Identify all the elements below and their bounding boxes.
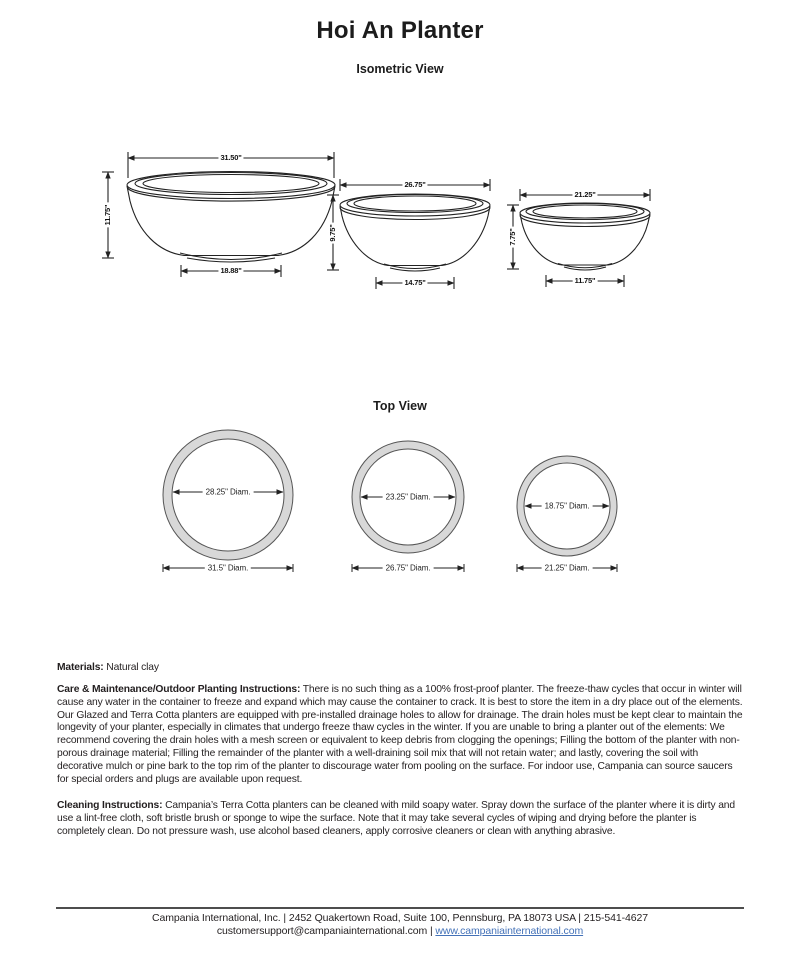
isometric-view-heading: Isometric View xyxy=(356,62,444,76)
dim-topview-small-outer: 21.25" Diam. xyxy=(542,564,593,573)
dim-medium-height: 9.75" xyxy=(328,224,337,242)
dim-large-height: 11.75" xyxy=(103,204,112,226)
planter-large-drawing xyxy=(102,152,335,277)
footer-company-line: Campania International, Inc. | 2452 Quakertown Road, Suite 100, Pennsburg, PA 18073 USA | 215-541-4627 xyxy=(152,912,648,924)
footer-separator: | xyxy=(429,925,433,937)
dim-topview-medium-outer: 26.75" Diam. xyxy=(383,564,434,573)
dim-topview-large-inner: 28.25" Diam. xyxy=(203,488,254,497)
top-view-ring-small xyxy=(517,456,617,572)
planter-medium-drawing xyxy=(327,179,490,289)
materials-value: Natural clay xyxy=(106,662,159,673)
dim-large-bottom-width: 18.88" xyxy=(220,266,242,275)
cleaning-instructions xyxy=(57,800,745,838)
dim-topview-large-outer: 31.5" Diam. xyxy=(205,564,251,573)
top-view-heading: Top View xyxy=(373,399,427,413)
dim-small-bottom-width: 11.75" xyxy=(574,276,596,285)
materials-label: Materials: xyxy=(57,662,104,673)
dim-small-height: 7.75" xyxy=(508,228,517,246)
dim-large-top-width: 31.50" xyxy=(220,153,242,162)
footer-website-link[interactable]: www.campaniainternational.com xyxy=(435,925,584,937)
top-view-ring-large xyxy=(163,430,293,572)
cleaning-instructions-label: Cleaning Instructions: xyxy=(57,800,163,811)
care-instructions-label: Care & Maintenance/Outdoor Planting Instructions: xyxy=(57,684,301,695)
footer-contact-line xyxy=(0,925,800,937)
dim-small-top-width: 21.25" xyxy=(574,190,596,199)
dim-topview-medium-inner: 23.25" Diam. xyxy=(383,493,434,502)
care-instructions xyxy=(57,684,745,786)
dim-topview-small-inner: 18.75" Diam. xyxy=(542,502,593,511)
planter-small-drawing xyxy=(507,189,650,287)
materials-line xyxy=(57,662,745,675)
footer-email: customersupport@campaniainternational.com xyxy=(216,925,428,937)
top-view-ring-medium xyxy=(352,441,464,572)
care-instructions-text: There is no such thing as a 100% frost-proof planter. The freeze-thaw cycles that occur in winter will cause any water in the container to freeze and expand which may cause the container to crack. It is best to store the item in a dry place out of the elements. Our Glazed and Terra Cotta planters are equipped with pre-installed drainage holes to allow for drainage. The drain holes must be kept clear to maintain the longevity of your planter, especially in climates that undergo freeze thaw cycles in the winter. If you are unable to bring a planter out of the elements: We recommend covering the drain holes with a mesh screen or equivalent to keep debris from clogging the openings; Filling the bottom of the planter with non-porous drainage material; Filling the remainder of the planter with a well-draining soil mix that will not retain water; and lastly, covering the soil with decorative mulch or pine bark to the top rim of the planter to discourage water from pooling on the surface. For indoor use, Campania can source saucers for special orders and plugs are available upon request. xyxy=(57,684,743,785)
cleaning-instructions-text: Campania’s Terra Cotta planters can be cleaned with mild soapy water. Spray down the surface of the planter where it is dirty and use a lint-free cloth, soft bristle brush or sponge to wipe the surface. Note that it may take several cycles of wiping and drying before the planter is completely clean. Do not pressure wash, use alcohol based cleaners, apply corrosive cleaners or clean with anything abrasive. xyxy=(57,800,735,837)
dim-medium-bottom-width: 14.75" xyxy=(404,278,426,287)
footer-divider xyxy=(56,907,744,909)
dim-medium-top-width: 26.75" xyxy=(404,180,426,189)
isometric-drawing xyxy=(0,140,800,305)
page-title: Hoi An Planter xyxy=(316,17,484,44)
